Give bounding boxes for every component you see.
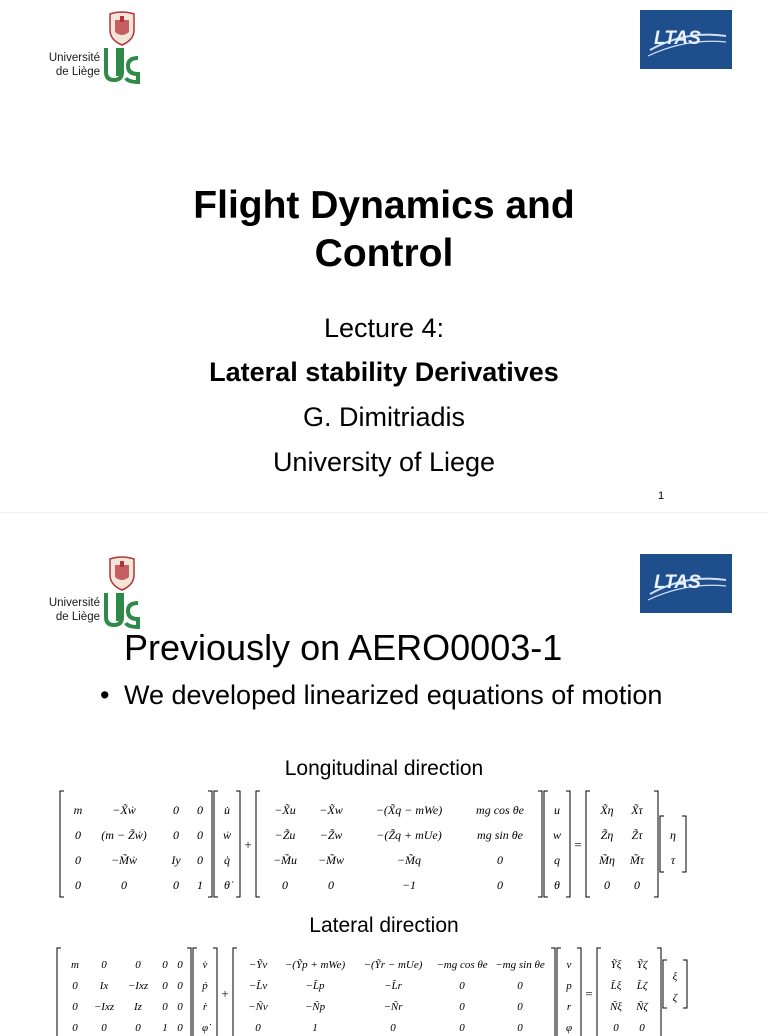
matrix-cell: −Ixz [127, 979, 149, 992]
matrix-cell: (m − Z̃ẇ) [101, 827, 147, 842]
ulg-logo-line2: de Liège [55, 66, 100, 78]
matrix-bracket [683, 960, 687, 1008]
matrix-cell: 0 [497, 877, 503, 892]
matrix-cell: −X̃ẇ [112, 802, 136, 817]
slide-1 [0, 0, 768, 512]
matrix-cell: −L̃p [305, 979, 325, 992]
vector-entry: v [566, 958, 572, 971]
title-line-2: Control [314, 232, 454, 275]
vector-entry: u̇ [224, 802, 230, 817]
matrix-bracket [213, 948, 217, 1036]
matrix-cell: −mg cos θe [436, 958, 488, 971]
ulg-logo-line2: de Liège [55, 611, 100, 623]
matrix-cell: 0 [101, 1021, 107, 1034]
matrix-bracket [663, 960, 667, 1008]
matrix-cell: Z̃τ [631, 827, 643, 842]
vector-entry: v̇ [202, 958, 208, 971]
ltas-logo-icon [640, 10, 732, 69]
matrix-bracket [208, 791, 212, 897]
matrix-bracket [187, 948, 191, 1036]
matrix-cell: 0 [459, 1000, 465, 1013]
matrix-bracket [233, 948, 237, 1036]
vector-entry: θ [554, 877, 560, 892]
matrix-cell: 0 [517, 1000, 523, 1013]
matrix-cell: −Ñp [304, 1000, 326, 1013]
vector-entry: q [554, 852, 560, 867]
ulg-logo-line1: Université [48, 52, 100, 64]
seal-icon [104, 555, 140, 591]
matrix-bracket [57, 948, 61, 1036]
matrix-cell: −X̃u [274, 802, 296, 817]
matrix-cell: 0 [282, 877, 288, 892]
matrix-cell: 0 [173, 877, 179, 892]
ltas-logo-icon [640, 554, 732, 613]
ulg-logo-icon [38, 555, 148, 635]
matrix-cell: −Z̃u [274, 827, 296, 842]
matrix-cell: −Z̃w [319, 827, 343, 842]
vector-entry: ṗ [202, 979, 208, 992]
matrix-cell: L̃ζ [636, 979, 648, 992]
matrix-cell: 0 [197, 802, 203, 817]
matrix-bracket [538, 791, 542, 897]
matrix-cell: 0 [197, 852, 203, 867]
matrix-cell: 0 [604, 877, 610, 892]
matrix-cell: Ỹζ [636, 958, 648, 971]
matrix-bracket [236, 791, 240, 897]
vector-entry: r [566, 1000, 572, 1013]
vector-entry: ẇ [222, 827, 232, 842]
matrix-cell: −M̃w [317, 852, 345, 867]
matrix-cell: 0 [177, 979, 183, 992]
matrix-cell: Ix [99, 979, 109, 992]
seal-icon [104, 10, 140, 46]
matrix-cell: 0 [101, 958, 107, 971]
matrix-cell: 0 [517, 979, 523, 992]
matrix-cell: 0 [197, 827, 203, 842]
vector-entry: θ̇ [224, 877, 230, 892]
matrix-cell: −M̃ẇ [110, 852, 138, 867]
matrix-cell: 0 [177, 1021, 183, 1034]
matrix-bracket [60, 791, 64, 897]
vector-entry: ξ [672, 970, 678, 983]
matrix-cell: 0 [135, 1021, 141, 1034]
matrix-cell: 1 [162, 1021, 168, 1034]
bullet-text: We developed linearized equations of motion [124, 680, 663, 710]
matrix-cell: L̃ξ [610, 979, 622, 992]
equation-operator: = [585, 986, 593, 1001]
matrix-cell: M̃η [599, 852, 615, 867]
matrix-cell: −Ixz [93, 1000, 115, 1013]
equation-operator: + [221, 986, 229, 1001]
matrix-cell: Z̃η [600, 827, 614, 842]
equation-operator: + [244, 837, 252, 852]
matrix-cell: −X̃w [319, 802, 343, 817]
lateral-equation [55, 946, 715, 1036]
matrix-bracket [597, 948, 601, 1036]
matrix-cell: mg cos θe [476, 802, 524, 817]
matrix-cell: −(Z̃q + mUe) [376, 827, 442, 842]
matrix-bracket [566, 791, 570, 897]
matrix-bracket [660, 816, 664, 872]
matrix-cell: −L̃r [384, 979, 402, 992]
matrix-bracket [557, 948, 561, 1036]
ulg-logo-text [38, 596, 100, 624]
matrix-bracket [657, 948, 661, 1036]
matrix-cell: Ñξ [609, 1000, 623, 1013]
matrix-bracket [586, 791, 590, 897]
matrix-bracket [193, 948, 197, 1036]
matrix-cell: −(Ỹp + mWe) [284, 958, 346, 971]
ulg-logo-icon [38, 10, 148, 90]
matrix-cell: 0 [177, 1000, 183, 1013]
matrix-bracket [214, 791, 218, 897]
matrix-cell: Iy [171, 852, 181, 867]
longitudinal-equation [58, 789, 708, 899]
lecture-subtitle: Lateral stability Derivatives [209, 357, 559, 387]
matrix-cell: mg sin θe [477, 827, 523, 842]
matrix-cell: 0 [613, 1021, 619, 1034]
matrix-cell: 0 [75, 852, 81, 867]
matrix-cell: −Ñv [248, 1000, 268, 1013]
matrix-cell: 0 [135, 958, 141, 971]
matrix-cell: 0 [72, 1000, 78, 1013]
matrix-cell: 0 [72, 1021, 78, 1034]
vector-entry: u [554, 802, 560, 817]
matrix-cell: 0 [177, 958, 183, 971]
matrix-cell: M̃τ [629, 852, 645, 867]
vector-entry: q̇ [224, 852, 230, 867]
title-line-1: Flight Dynamics and [193, 184, 575, 227]
matrix-bracket [654, 791, 658, 897]
matrix-cell: 0 [75, 877, 81, 892]
matrix-cell: −(Ỹr − mUe) [363, 958, 423, 971]
vector-entry: φ [565, 1021, 573, 1034]
matrix-cell: −L̃v [248, 979, 268, 992]
matrix-cell: 0 [390, 1021, 396, 1034]
matrix-bracket [682, 816, 686, 872]
longitudinal-label: Longitudinal direction [284, 757, 484, 780]
vector-entry: φ̇ [201, 1021, 209, 1034]
slide-2 [0, 512, 768, 1034]
matrix-cell: 0 [497, 852, 503, 867]
lateral-label: Lateral direction [309, 914, 459, 937]
matrix-bracket [551, 948, 555, 1036]
matrix-cell: Ỹξ [610, 958, 622, 971]
matrix-cell: 0 [328, 877, 334, 892]
vector-entry: ζ [672, 991, 678, 1004]
svg-text:LTAS: LTAS [654, 572, 701, 593]
svg-text:LTAS: LTAS [654, 28, 701, 49]
matrix-cell: 0 [459, 1021, 465, 1034]
matrix-cell: 0 [634, 877, 640, 892]
matrix-cell: 0 [639, 1021, 645, 1034]
bullet-dot: • [100, 680, 110, 710]
matrix-cell: 0 [162, 958, 168, 971]
matrix-cell: −mg sin θe [495, 958, 545, 971]
matrix-cell: −1 [401, 877, 417, 892]
matrix-cell: X̃τ [631, 802, 643, 817]
matrix-cell: Iz [134, 1000, 142, 1013]
vector-entry: τ [670, 852, 676, 867]
matrix-cell: 0 [72, 979, 78, 992]
matrix-cell: 1 [312, 1021, 318, 1034]
lecture-number: Lecture 4: [323, 313, 445, 343]
matrix-cell: 0 [173, 827, 179, 842]
university-name: University of Liege [272, 447, 496, 477]
vector-entry: w [552, 827, 562, 842]
slide-title [0, 182, 768, 278]
matrix-cell: 1 [197, 877, 203, 892]
ulg-mark-icon [104, 591, 142, 629]
matrix-cell: 0 [162, 1000, 168, 1013]
matrix-cell: −M̃u [272, 852, 298, 867]
matrix-cell: −M̃q [396, 852, 422, 867]
matrix-cell: −Ñr [383, 1000, 403, 1013]
matrix-cell: 0 [173, 802, 179, 817]
matrix-cell: 0 [255, 1021, 261, 1034]
matrix-bracket [256, 791, 260, 897]
page-number: 1 [658, 490, 665, 502]
matrix-cell: 0 [517, 1021, 523, 1034]
author-name: G. Dimitriadis [302, 402, 465, 432]
vector-entry: p [566, 979, 572, 992]
ulg-logo-text [38, 51, 100, 79]
ulg-mark-icon [104, 46, 142, 84]
slide-title: Previously on AERO0003-1 [124, 627, 563, 668]
matrix-cell: 0 [121, 877, 127, 892]
matrix-cell: 0 [459, 979, 465, 992]
matrix-cell: −Ỹv [248, 958, 268, 971]
matrix-cell: 0 [75, 827, 81, 842]
matrix-cell: X̃η [600, 802, 614, 817]
matrix-cell: 0 [162, 979, 168, 992]
matrix-cell: −(X̃q − mWe) [375, 802, 443, 817]
matrix-cell: m [71, 958, 79, 971]
ulg-logo-line1: Université [48, 597, 100, 609]
equation-operator: = [574, 837, 582, 852]
matrix-cell: Ñζ [636, 1000, 648, 1013]
matrix-cell: m [73, 802, 83, 817]
vector-entry: η [670, 827, 676, 842]
matrix-bracket [577, 948, 581, 1036]
vector-entry: ṙ [202, 1000, 208, 1013]
matrix-bracket [544, 791, 548, 897]
